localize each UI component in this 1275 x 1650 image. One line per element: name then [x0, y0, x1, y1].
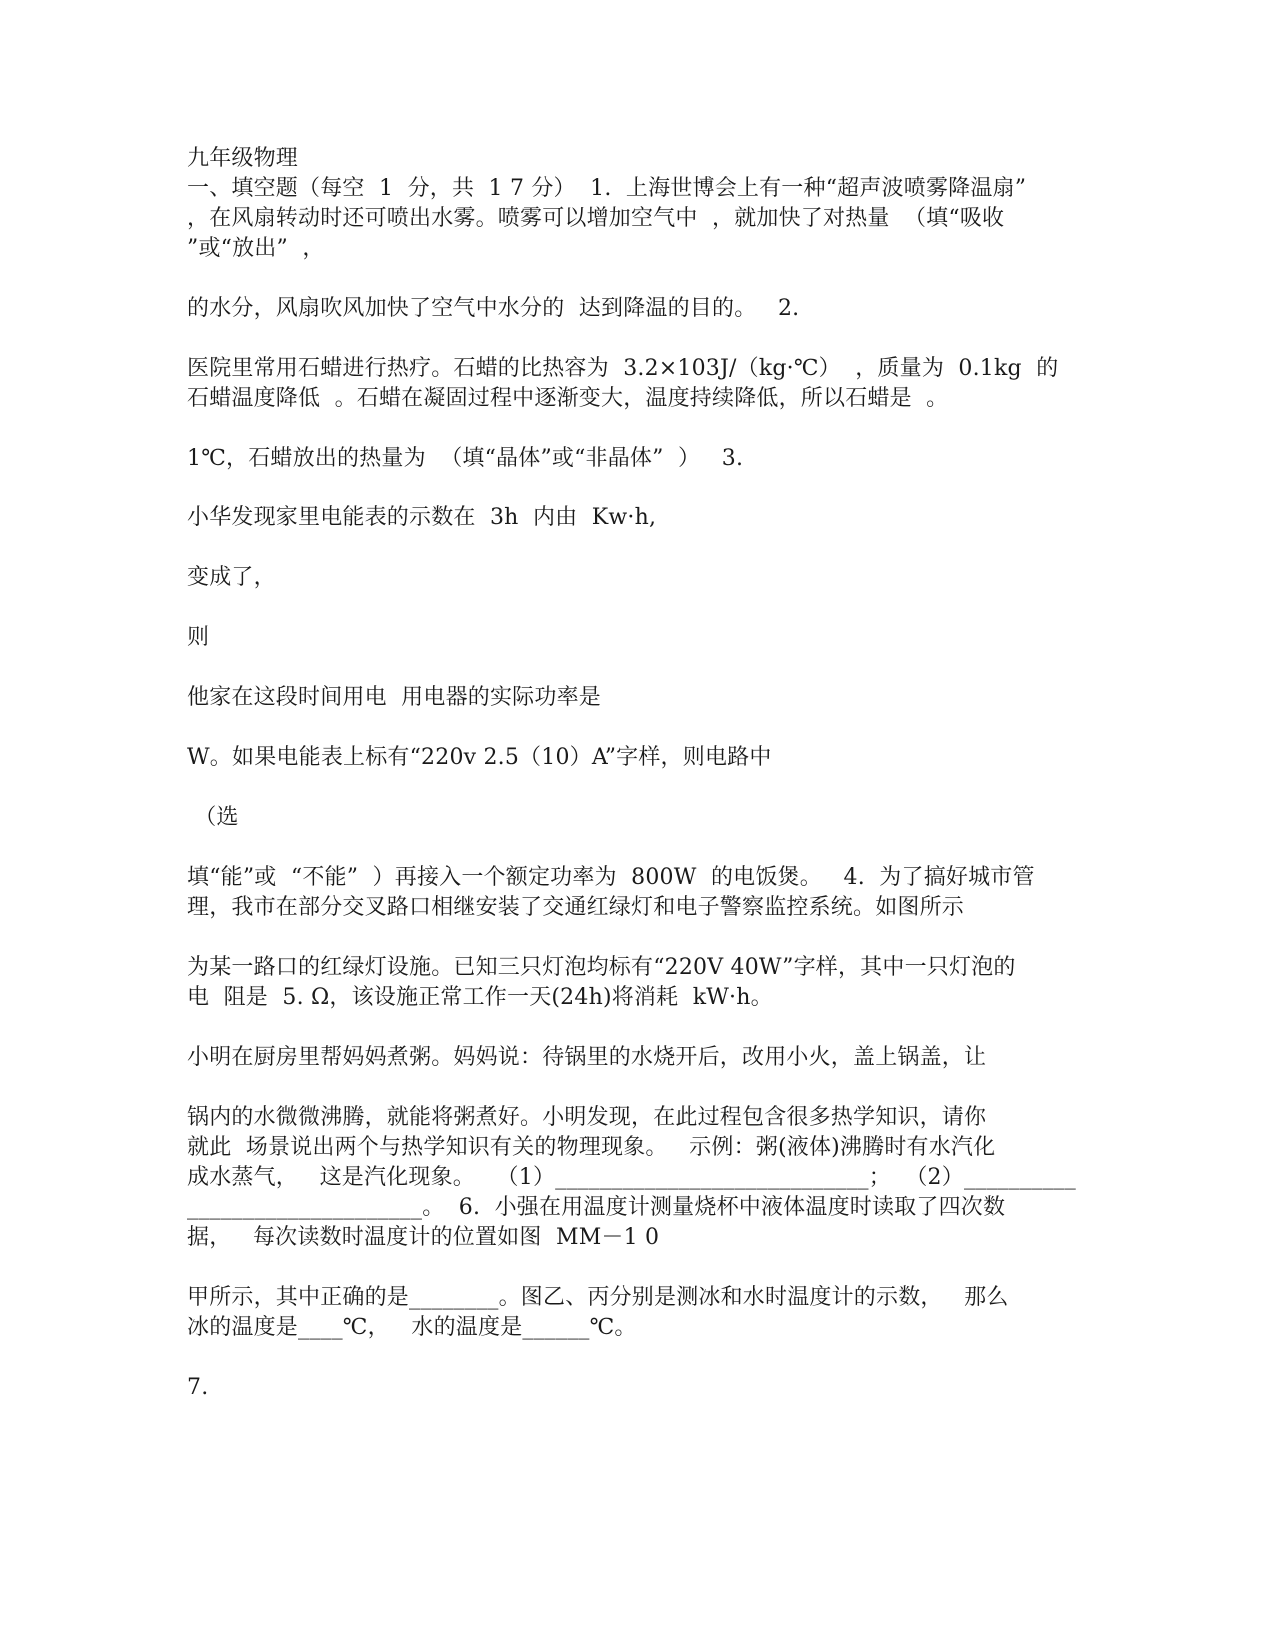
text-line: 一、填空题（每空 1 分，共 1 7 分） 1. 上海世博会上有一种“超声波喷雾降温扇” [187, 176, 1027, 201]
text-line: W。如果电能表上标有“220v 2.5（10）A”字样，则电路中 [187, 745, 772, 770]
text-line: 小明在厨房里帮妈妈煮粥。妈妈说：待锅里的水烧开后，改用小火，盖上锅盖，让 [187, 1045, 987, 1070]
text-line: 石蜡温度降低 。石蜡在凝固过程中逐渐变大，温度持续降低，所以石蜡是 。 [187, 386, 949, 411]
document-title: 九年级物理 [187, 146, 299, 171]
text-line: 成水蒸气， 这是汽化现象。 （1）____________________________； （2）__________ [187, 1165, 1076, 1190]
text-line: 他家在这段时间用电 用电器的实际功率是 [187, 685, 601, 710]
text-line: 电 阻是 5. Ω，该设施正常工作一天(24h)将消耗 kW·h。 [187, 985, 773, 1010]
text-line: 填“能”或 “不能” ）再接入一个额定功率为 800W 的电饭煲。 4. 为了搞好城市管 [187, 865, 1035, 890]
text-line: 医院里常用石蜡进行热疗。石蜡的比热容为 3.2×103J/（kg·℃） ，质量为 0.1kg 的 [187, 356, 1059, 381]
text-line: 小华发现家里电能表的示数在 3h 内由 Kw·h, [187, 505, 657, 530]
text-line: 7. [187, 1375, 209, 1400]
text-line: 则 [187, 625, 210, 650]
text-line: 就此 场景说出两个与热学知识有关的物理现象。 示例：粥(液体)沸腾时有水汽化 [187, 1135, 996, 1160]
text-line: 冰的温度是____℃， 水的温度是______℃。 [187, 1315, 637, 1340]
text-line: 变成了， [187, 565, 276, 590]
text-line: （选 [187, 805, 239, 830]
text-line: 锅内的水微微沸腾，就能将粥煮好。小明发现，在此过程包含很多热学知识，请你 [187, 1105, 987, 1130]
text-line: ”或“放出” ， [187, 236, 325, 261]
text-line: 1℃，石蜡放出的热量为 （填“晶体”或“非晶体” ） 3. [187, 446, 744, 471]
text-line: 的水分，风扇吹风加快了空气中水分的 达到降温的目的。 2. [187, 296, 800, 321]
text-line: 为某一路口的红绿灯设施。已知三只灯泡均标有“220V 40W”字样，其中一只灯泡的 [187, 955, 1016, 980]
text-line: 据， 每次读数时温度计的位置如图 MM－1 0 [187, 1225, 660, 1250]
text-line: 理，我市在部分交叉路口相继安装了交通红绿灯和电子警察监控系统。如图所示 [187, 895, 965, 920]
text-line: ，在风扇转动时还可喷出水雾。喷雾可以增加空气中 ，就加快了对热量 （填“吸收 [187, 206, 1005, 231]
text-line: 甲所示，其中正确的是________。图乙、丙分别是测冰和水时温度计的示数， 那么 [187, 1285, 1009, 1310]
text-line: _____________________。 6. 小强在用温度计测量烧杯中液体温度时读取了四次数 [187, 1195, 1006, 1220]
